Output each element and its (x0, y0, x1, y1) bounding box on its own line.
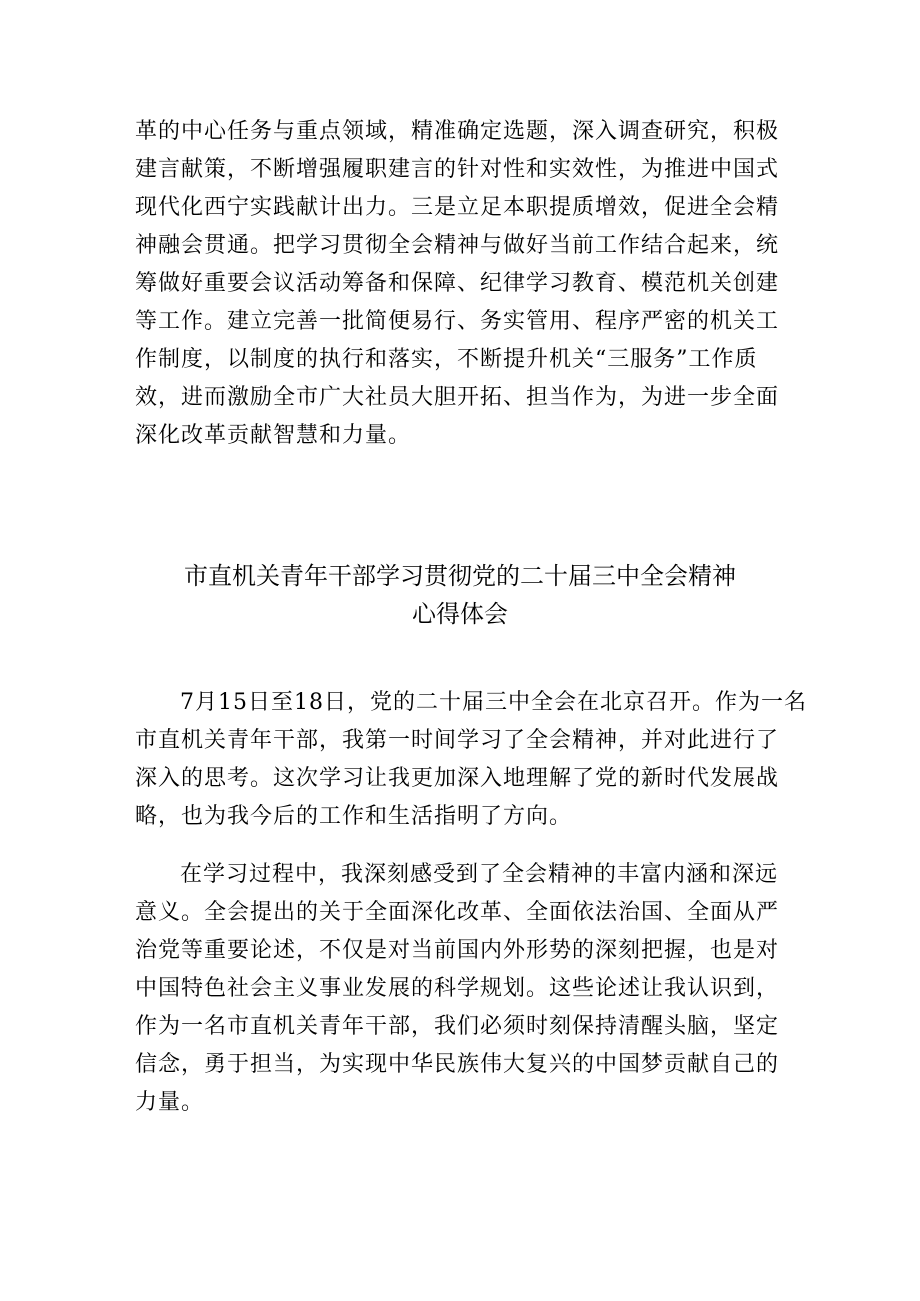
text-line: 略，也为我今后的工作和生活指明了方向。 (135, 804, 573, 829)
text-line: 现代化西宁实践献计出力。三是立足本职提质增效，促进全会精 (135, 195, 780, 220)
text-line: 治党等重要论述，不仅是对当前国内外形势的深刻把握，也是对 (135, 938, 780, 963)
text-line: 筹做好重要会议活动筹备和保障、纪律学习教育、模范机关创建 (135, 271, 780, 296)
text-line: 等工作。建立完善一批简便易行、务实管用、程序严密的机关工 (135, 309, 780, 334)
text-line: 革的中心任务与重点领域，精准确定选题，深入调查研究，积极 (135, 119, 780, 144)
text-line: 在学习过程中，我深刻感受到了全会精神的丰富内涵和深远 (180, 862, 779, 887)
text-line: 深入的思考。这次学习让我更加深入地理解了党的新时代发展战 (135, 766, 780, 791)
text-line: 力量。 (135, 1090, 205, 1115)
text-line: 作制度，以制度的执行和落实，不断提升机关“三服务”工作质 (135, 347, 758, 372)
text-line: 7月15日至18日，党的二十届三中全会在北京召开。作为一名 (180, 690, 807, 715)
text-line: 作为一名市直机关青年干部，我们必须时刻保持清醒头脑，坚定 (135, 1014, 780, 1039)
text-line: 建言献策，不断增强履职建言的针对性和实效性，为推进中国式 (135, 157, 780, 182)
title-line-1: 市直机关青年干部学习贯彻党的二十届三中全会精神 (184, 562, 736, 590)
text-line: 深化改革贡献智慧和力量。 (135, 423, 412, 448)
text-line: 信念，勇于担当，为实现中华民族伟大复兴的中国梦贡献自己的 (135, 1052, 780, 1077)
text-line: 效，进而激励全市广大社员大胆开拓、担当作为，为进一步全面 (135, 385, 780, 410)
text-line: 神融会贯通。把学习贯彻全会精神与做好当前工作结合起来，统 (135, 233, 780, 258)
title-line-2: 心得体会 (412, 600, 508, 628)
text-line: 中国特色社会主义事业发展的科学规划。这些论述让我认识到， (135, 976, 780, 1001)
text-line: 市直机关青年干部，我第一时间学习了全会精神，并对此进行了 (135, 728, 780, 753)
text-line: 意义。全会提出的关于全面深化改革、全面依法治国、全面从严 (135, 900, 780, 925)
